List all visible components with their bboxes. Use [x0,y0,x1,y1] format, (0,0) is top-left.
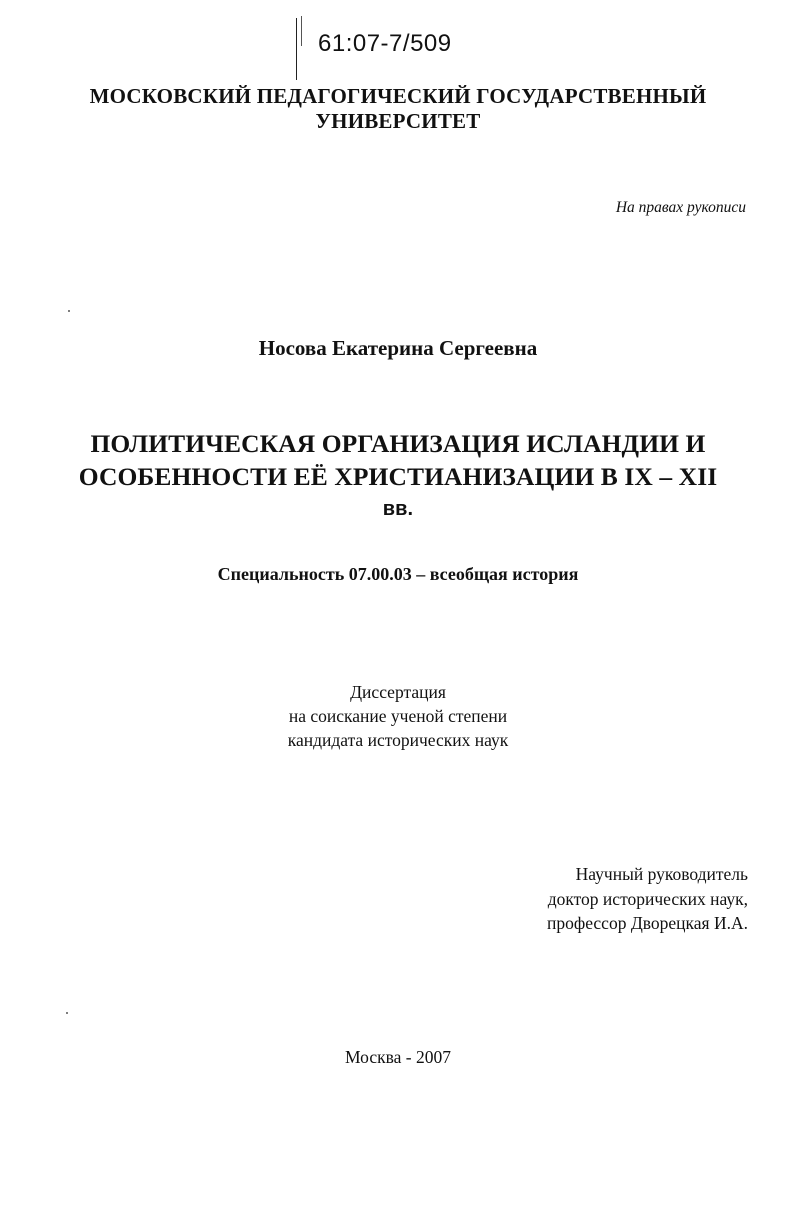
title-line1: ПОЛИТИЧЕСКАЯ ОРГАНИЗАЦИЯ ИСЛАНДИИ И [90,429,706,458]
library-stamp-code: 61:07-7/509 [318,30,452,57]
author-name: Носова Екатерина Сергеевна [258,336,538,360]
city-year: Москва - 2007 [345,1047,451,1067]
degree-statement [0,680,796,752]
title-line2: ОСОБЕННОСТИ ЕЁ ХРИСТИАНИЗАЦИИ В IX – XII [78,462,718,491]
advisor-line3: профессор Дворецкая И.А. [547,913,748,933]
stamp-rule-secondary [301,16,302,46]
scientific-advisor [522,862,748,936]
dissertation-title [0,427,796,526]
degree-line2: на соискание ученой степени [288,706,508,726]
specialty: Специальность 07.00.03 – всеобщая история [217,564,579,584]
advisor-line1: Научный руководитель [575,864,748,884]
university-name-line1: МОСКОВСКИЙ ПЕДАГОГИЧЕСКИЙ ГОСУДАРСТВЕННЫЙ [89,84,707,108]
degree-line3: кандидата исторических наук [287,730,509,750]
scan-speck [68,310,70,312]
rights-note: На правах рукописи [615,199,746,216]
stamp-rule [296,18,297,80]
degree-line1: Диссертация [350,682,446,702]
title-line3: вв. [382,498,414,520]
advisor-line2: доктор исторических наук, [547,888,748,909]
university-name-line2: УНИВЕРСИТЕТ [315,109,481,133]
university-name [0,84,796,134]
scan-speck [66,1012,68,1014]
